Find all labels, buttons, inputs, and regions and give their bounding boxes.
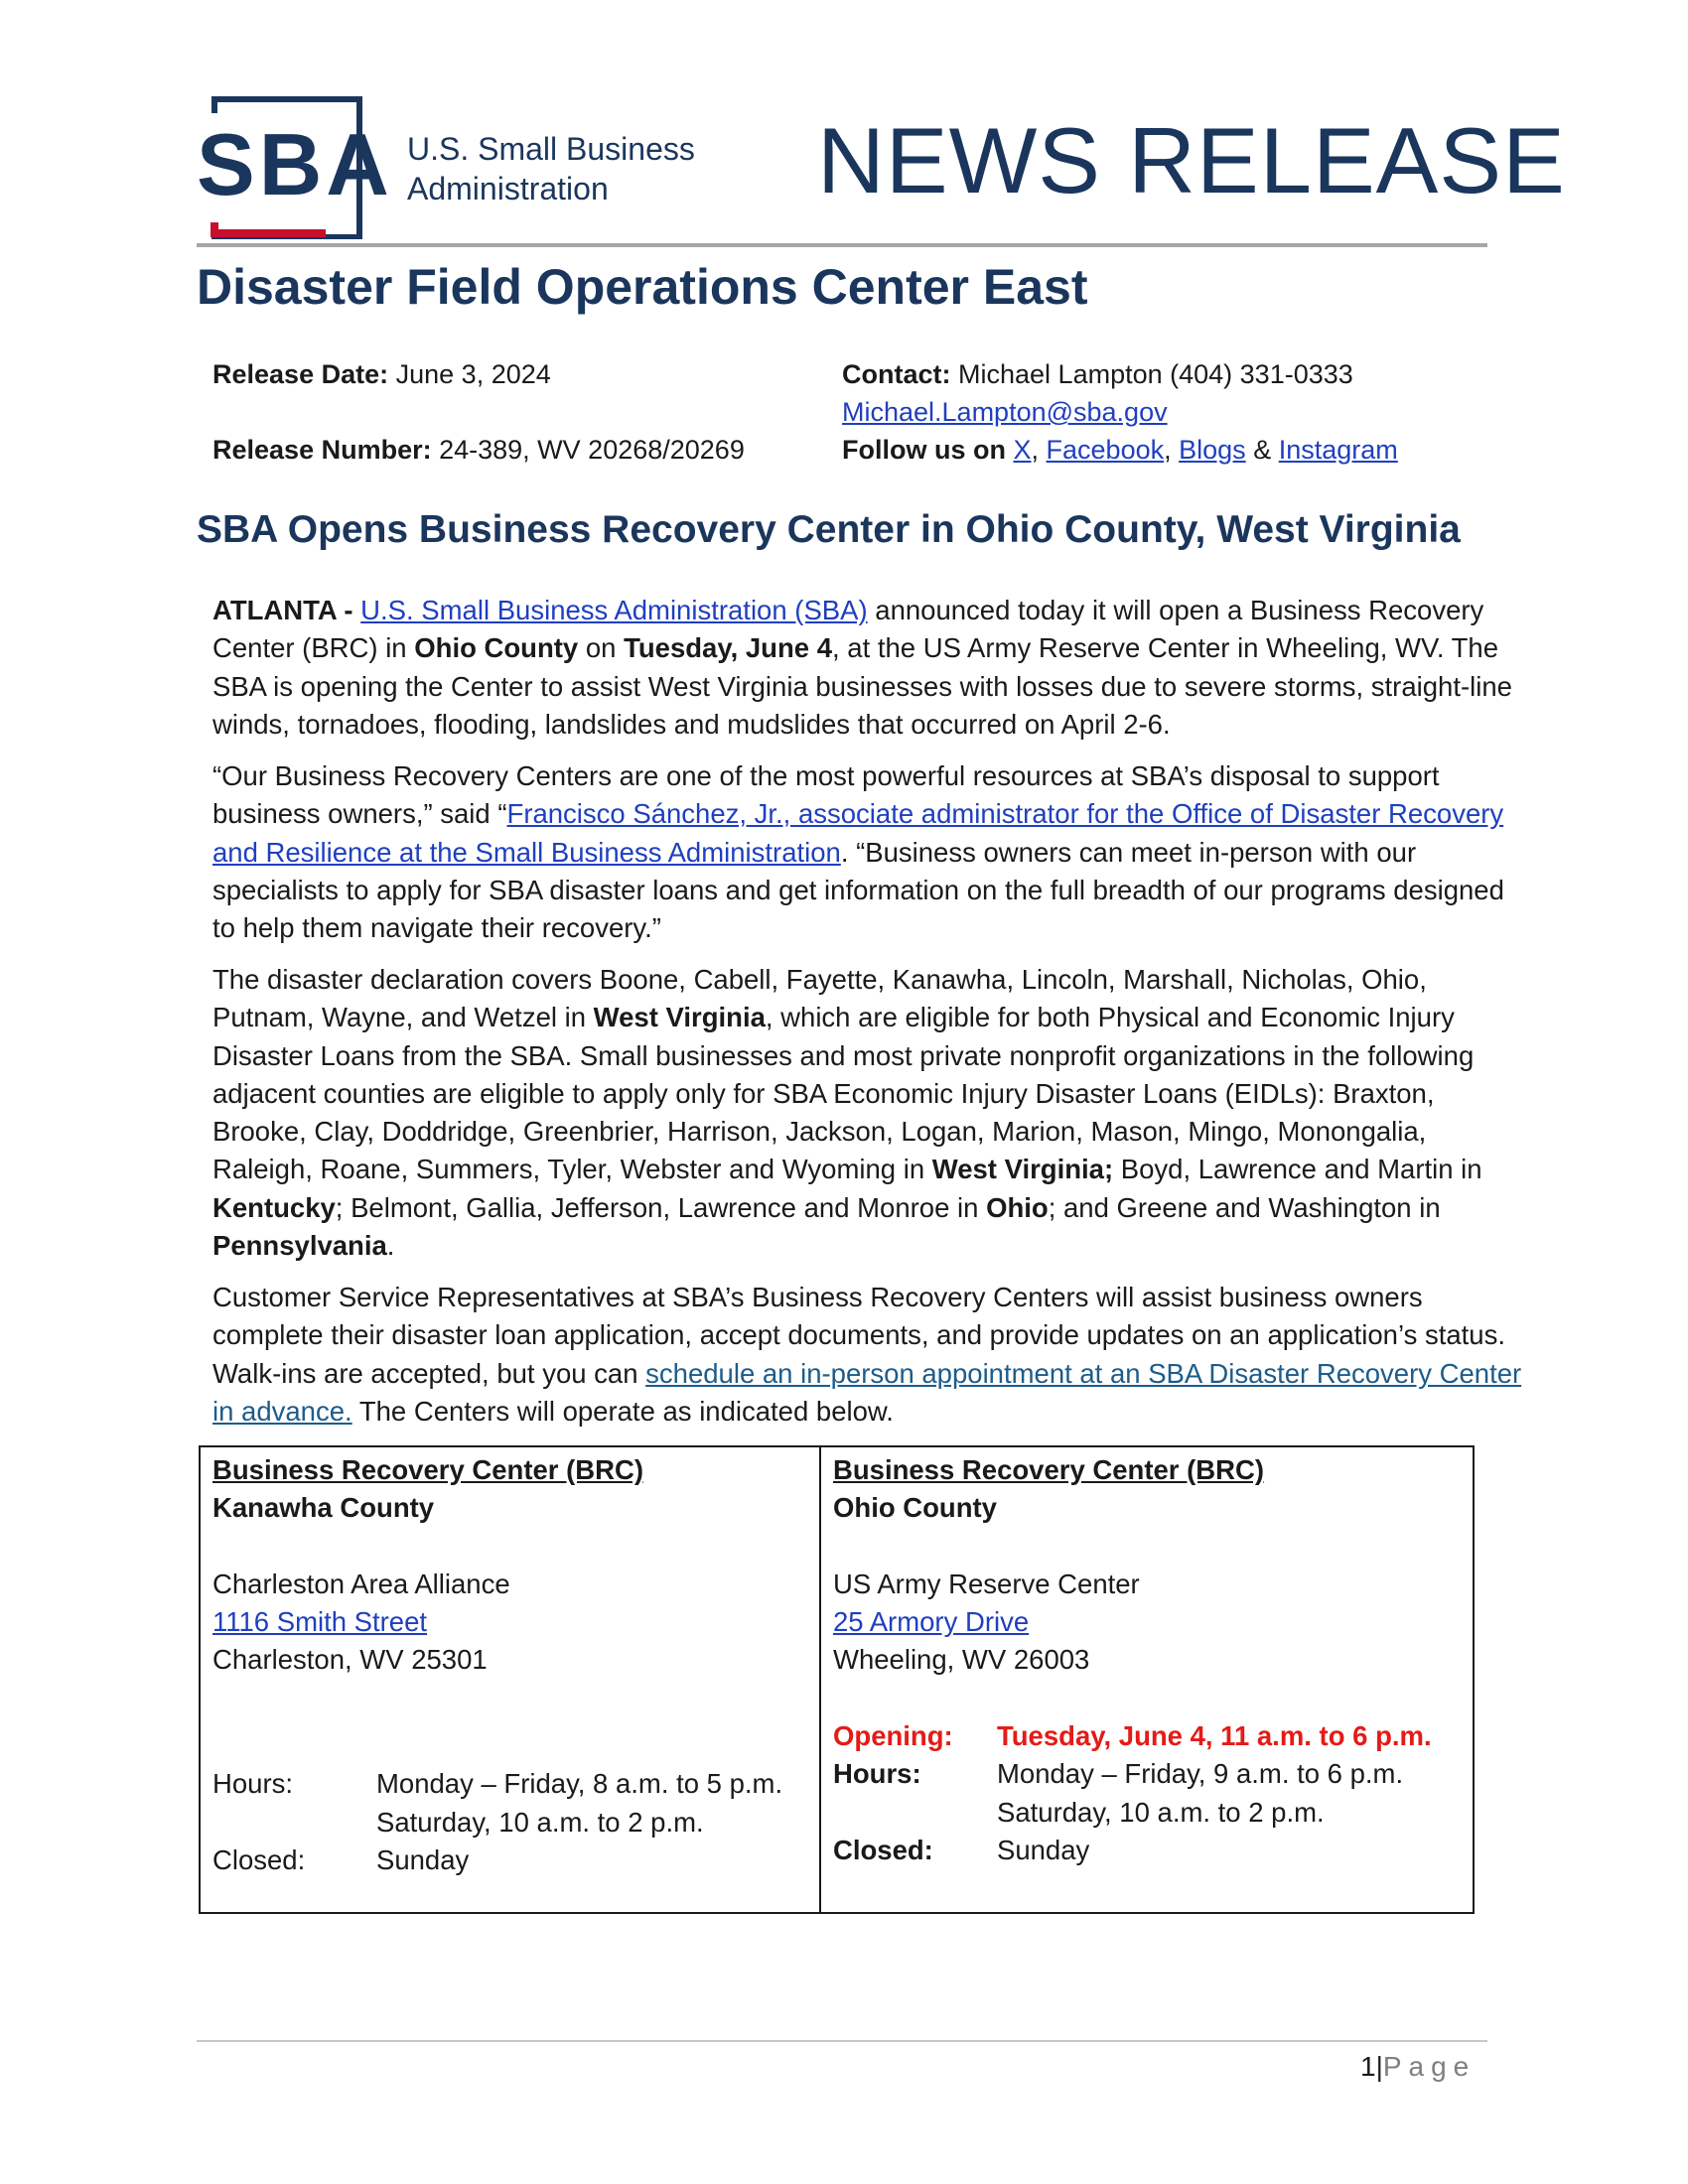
- follow-blogs-link[interactable]: Blogs: [1179, 435, 1246, 465]
- sba-link[interactable]: U.S. Small Business Administration (SBA): [360, 595, 868, 625]
- contact-label: Contact:: [842, 359, 951, 389]
- brc-left-title: Business Recovery Center (BRC): [212, 1454, 644, 1485]
- para2-text-2: . “Business owners can meet in-person with our specialists to apply for SBA disaster loans and get information on the full breadth of our programs designed to help them navigate their recovery.”: [212, 836, 1504, 944]
- brc-left-cell: [212, 1451, 782, 1879]
- brc-right-hours-1: Monday – Friday, 9 a.m. to 6 p.m.: [997, 1758, 1404, 1790]
- para1-text-1: announced today it will open a Business Recovery Center (BRC) in: [212, 595, 1484, 664]
- center-title: Disaster Field Operations Center East: [197, 259, 1088, 315]
- brc-right-hours-2: Saturday, 10 a.m. to 2 p.m.: [997, 1796, 1325, 1828]
- paragraph-4: [212, 1279, 1533, 1431]
- header-divider: [197, 243, 1487, 247]
- para1-county: Ohio County: [414, 632, 579, 664]
- brc-right-opening-label: Opening:: [833, 1720, 953, 1752]
- agency-line-2: Administration: [407, 171, 609, 206]
- brc-right-hours-label: Hours:: [833, 1758, 921, 1790]
- para4-text-1: Customer Service Representatives at SBA’s Business Recovery Centers will assist business owners complete their disaster loan application, accept documents, and provide updates on an application’s status. Walk-ins are accepted, but you can: [212, 1282, 1505, 1389]
- brc-left-closed: Sunday: [376, 1843, 470, 1875]
- para3-state-5: Pennsylvania: [212, 1230, 387, 1262]
- paragraph-2: [212, 757, 1533, 947]
- para3-state-3: Kentucky: [212, 1191, 336, 1223]
- para1-date: Tuesday, June 4: [624, 632, 832, 664]
- brc-right-city: Wheeling, WV 26003: [833, 1644, 1090, 1676]
- para3-text-5: ; and Greene and Washington in: [1048, 1191, 1441, 1223]
- para3-text-6: .: [386, 1230, 395, 1262]
- page-label: Page: [1382, 2051, 1477, 2082]
- letterhead: [197, 95, 1566, 244]
- para3-text-2: , which are eligible for both Physical and Economic Injury Disaster Loans from the SBA. Small businesses and most private nonprofit organizations in the following adjacent counties are eligible to apply only for SBA Economic Injury Disaster Loans (EIDLs): Braxton, Brooke, Clay, Doddridge, Greenbrier, Harrison, Jackson, Logan, Marion, Mason, Mingo, Monongalia, Raleigh, Roane, Summers, Tyler, Webster and Wyoming in: [212, 1002, 1475, 1185]
- brc-right-county: Ohio County: [833, 1492, 997, 1524]
- logo-text: SBA: [197, 115, 393, 213]
- brc-left-hours-1: Monday – Friday, 8 a.m. to 5 p.m.: [376, 1768, 783, 1800]
- para3-state-2: West Virginia;: [931, 1154, 1114, 1185]
- brc-right-venue: US Army Reserve Center: [833, 1568, 1140, 1599]
- para3-text-1: The disaster declaration covers Boone, Cabell, Fayette, Kanawha, Lincoln, Marshall, Nicholas, Ohio, Putnam, Wayne, and Wetzel in: [212, 964, 1427, 1033]
- follow-x-link[interactable]: X: [1013, 435, 1032, 465]
- brc-right-closed: Sunday: [997, 1834, 1090, 1865]
- brc-right-title: Business Recovery Center (BRC): [833, 1454, 1265, 1485]
- agency-line-1: U.S. Small Business: [407, 131, 695, 167]
- release-date-value: June 3, 2024: [395, 359, 551, 389]
- news-release-title: NEWS RELEASE: [817, 108, 1566, 212]
- brc-left-venue: Charleston Area Alliance: [212, 1568, 510, 1599]
- brc-left-city: Charleston, WV 25301: [212, 1644, 488, 1676]
- paragraph-3: [212, 961, 1533, 1265]
- para1-text-3: , at the US Army Reserve Center in Wheeling, WV. The SBA is opening the Center to assist West Virginia businesses with losses due to severe storms, straight-line winds, tornadoes, flooding, landslides and mudslides that occurred on April 2-6.: [212, 632, 1512, 740]
- para3-state-4: Ohio: [986, 1191, 1049, 1223]
- release-date-label: Release Date:: [212, 359, 389, 389]
- table-divider: [819, 1447, 821, 1912]
- brc-table: [199, 1445, 1475, 1914]
- follow-ampersand: &: [1253, 435, 1272, 465]
- brc-right-opening: Tuesday, June 4, 11 a.m. to 6 p.m.: [997, 1720, 1432, 1752]
- release-number-label: Release Number:: [212, 435, 432, 465]
- contact-email-link[interactable]: Michael.Lampton@sba.gov: [842, 397, 1168, 427]
- brc-left-hours-2: Saturday, 10 a.m. to 2 p.m.: [376, 1806, 704, 1838]
- page-number: 1|Page: [1360, 2051, 1477, 2082]
- para1-text-2: on: [585, 632, 617, 664]
- contact: Contact: Michael Lampton (404) 331-0333 Michael.Lampton@sba.gov Follow us on X, Facebook, Blogs & Instagram: [842, 359, 1398, 465]
- brc-left-county: Kanawha County: [212, 1492, 435, 1524]
- follow-instagram-link[interactable]: Instagram: [1278, 435, 1398, 465]
- follow-facebook-link[interactable]: Facebook: [1046, 435, 1165, 465]
- release-date: [212, 355, 551, 393]
- sba-logo: [197, 95, 395, 239]
- para3-state-1: West Virginia: [593, 1002, 766, 1033]
- para4-text-2: The Centers will operate as indicated below.: [358, 1395, 894, 1427]
- para2-text-1: “Our Business Recovery Centers are one of the most powerful resources at SBA’s disposal to support business owners,” said “: [212, 760, 1440, 830]
- release-number: [212, 431, 745, 469]
- release-number-value: 24-389, WV 20268/20269: [439, 435, 745, 465]
- dateline: ATLANTA -: [212, 595, 353, 625]
- contact-value: Michael Lampton (404) 331-0333: [958, 359, 1353, 389]
- sanchez-link[interactable]: Francisco Sánchez, Jr., associate administrator for the Office of Disaster Recovery and Resilience at the Small Business Administration: [212, 798, 1504, 868]
- agency-name: [407, 129, 695, 208]
- para3-text-4: ; Belmont, Gallia, Jefferson, Lawrence and Monroe in: [335, 1191, 979, 1223]
- brc-right-street-link[interactable]: 25 Armory Drive: [833, 1606, 1030, 1638]
- brc-right-cell: [833, 1451, 1432, 1869]
- appointment-link[interactable]: schedule an in-person appointment at an SBA Disaster Recovery Center in advance.: [212, 1357, 1522, 1427]
- headline: SBA Opens Business Recovery Center in Ohio County, West Virginia: [197, 508, 1461, 551]
- brc-left-street-link[interactable]: 1116 Smith Street: [212, 1606, 428, 1638]
- page-number-value: 1: [1360, 2051, 1376, 2082]
- brc-right-closed-label: Closed:: [833, 1834, 933, 1865]
- paragraph-1: [212, 592, 1533, 744]
- brc-left-hours-label: Hours:: [212, 1768, 293, 1800]
- brc-left-closed-label: Closed:: [212, 1843, 306, 1875]
- para3-text-3: Boyd, Lawrence and Martin in: [1120, 1154, 1482, 1185]
- footer-divider: [197, 2040, 1487, 2042]
- follow-label: Follow us on: [842, 435, 1006, 465]
